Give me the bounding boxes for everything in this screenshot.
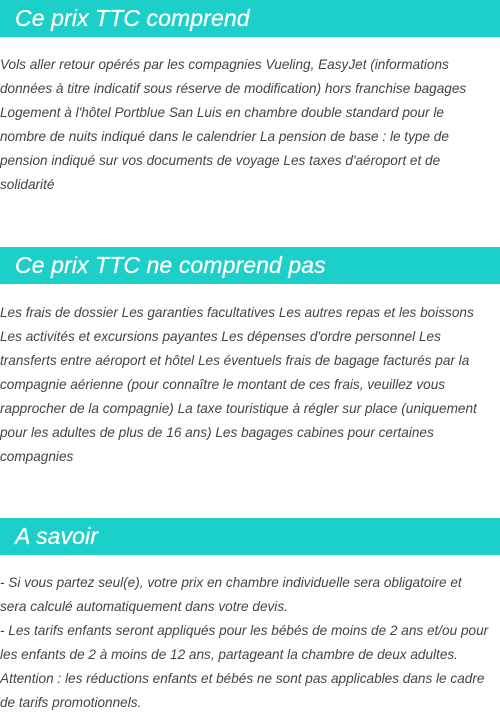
section-header-excludes <box>0 247 500 284</box>
section-text-excludes: Les frais de dossier Les garanties facultatives Les autres repas et les boissons Les activités et excursions payantes Les dépenses d'ordre personnel Les transferts entre aéroport et hôtel Les éventuels frais de bagage facturés par la compagnie aérienne (pour connaître le montant de ces frais, veuillez vous rapprocher de la compagnie) La taxe touristique à régler sur place (uniquement pour les adultes de plus de 16 ans) Les bagages cabines pour certaines compagnies <box>0 305 477 464</box>
section-good-to-know <box>0 518 500 715</box>
section-header-includes <box>0 0 500 37</box>
section-title-info: A savoir <box>15 523 99 549</box>
section-price-excludes <box>0 247 500 469</box>
section-text-info: - Si vous partez seul(e), votre prix en chambre individuelle sera obligatoire et sera calculé automatiquement dans votre devis. - Les tarifs enfants seront appliqués pour les bébés de moins de 2 ans et/ou pour les enfants de 2 à moins de 12 ans, partageant la chambre de deux adultes. Attention : les réductions enfants et bébés ne sont pas applicables dans le cadre de tarifs promotionnels. <box>0 575 489 710</box>
section-title-includes: Ce prix TTC comprend <box>15 5 250 31</box>
section-title-excludes: Ce prix TTC ne comprend pas <box>15 252 326 278</box>
section-text-includes: Vols aller retour opérés par les compagnies Vueling, EasyJet (informations données à titre indicatif sous réserve de modification) hors franchise bagages Logement à l'hôtel Portblue San Luis en chambre double standard pour le nombre de nuits indiqué dans le calendrier La pension de base : le type de pension indiqué sur vos documents de voyage Les taxes d'aéroport et de solidarité <box>0 57 467 192</box>
section-header-info <box>0 518 500 555</box>
section-price-includes <box>0 0 500 197</box>
